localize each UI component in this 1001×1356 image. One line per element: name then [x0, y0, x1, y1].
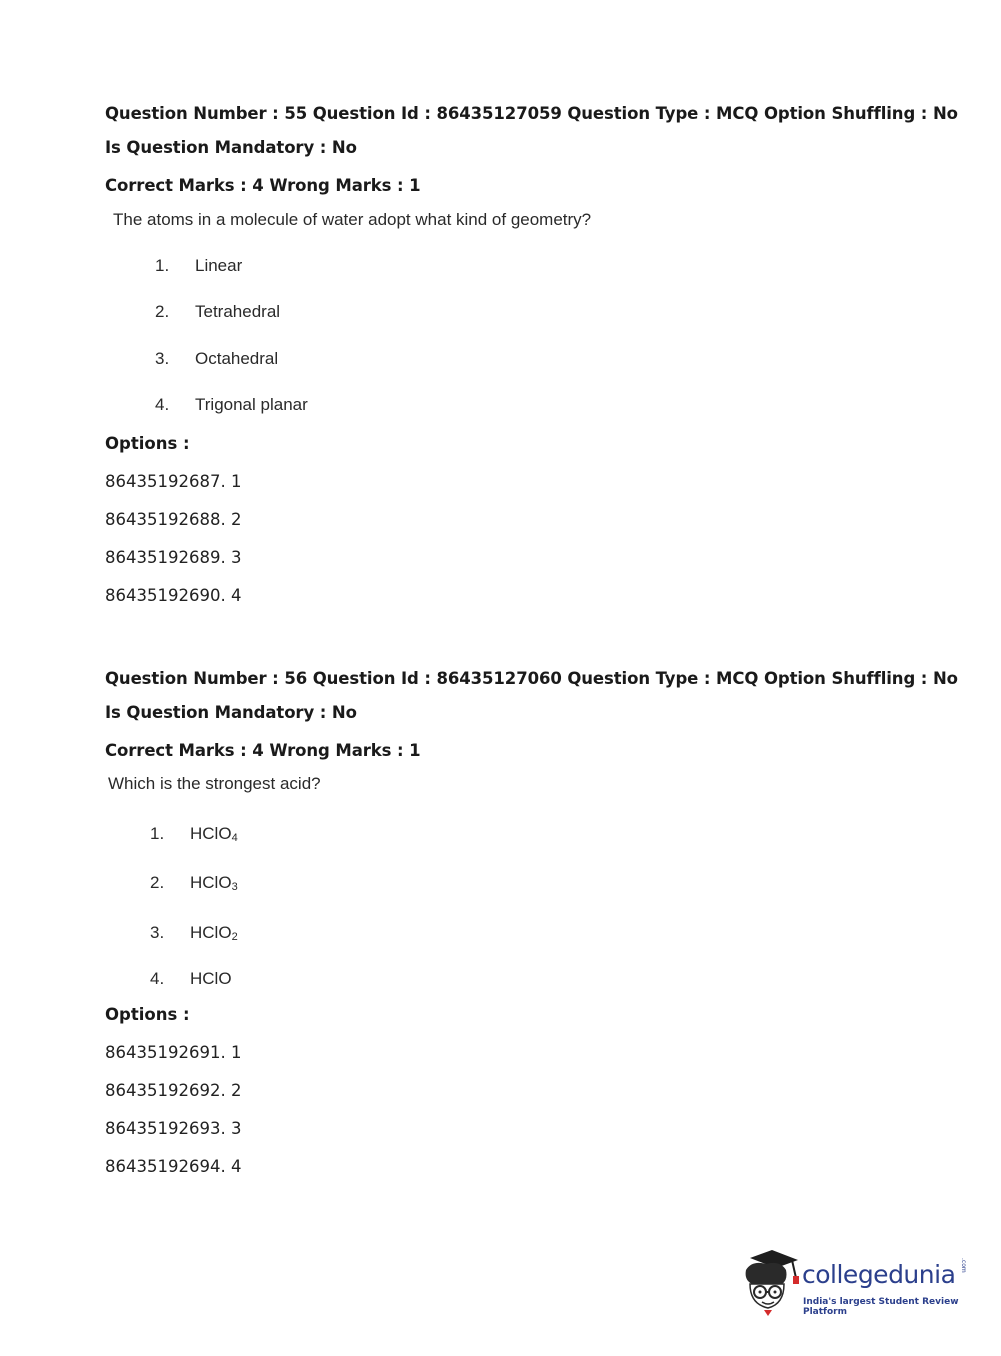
q55-option-id: 86435192687. 1: [105, 472, 242, 491]
q55-choice: [155, 349, 278, 369]
q56-option-id: 86435192693. 3: [105, 1119, 242, 1138]
choice-text: Linear: [195, 256, 243, 275]
q56-options-label: Options :: [105, 1005, 190, 1024]
q55-choice: [155, 256, 242, 276]
choice-number: 4.: [155, 395, 170, 414]
q55-choice: [155, 395, 308, 415]
choice-number: 3.: [155, 349, 170, 368]
choice-number: 4.: [150, 969, 165, 988]
q56-choice: [150, 969, 232, 989]
collegedunia-logo: [742, 1248, 972, 1320]
q55-mandatory: Is Question Mandatory : No: [105, 138, 357, 157]
q55-choice: [155, 302, 280, 322]
choice-number: 2.: [150, 873, 165, 892]
logo-tagline: India's largest Student Review Platform: [803, 1297, 959, 1317]
choice-text: Tetrahedral: [195, 302, 281, 321]
q56-meta-line: Question Number : 56 Question Id : 86435127060 Question Type : MCQ Option Shuffling : No: [105, 669, 958, 688]
q56-option-id: 86435192694. 4: [105, 1157, 242, 1176]
student-mascot-icon: [742, 1248, 802, 1320]
logo-domain: .com: [960, 1258, 967, 1273]
choice-formula-subscript: 2: [231, 931, 238, 943]
q55-marks: Correct Marks : 4 Wrong Marks : 1: [105, 176, 421, 195]
q56-choice: [150, 923, 238, 943]
choice-formula-subscript: 3: [231, 881, 238, 893]
choice-number: 2.: [155, 302, 170, 321]
choice-number: 3.: [150, 923, 165, 942]
choice-text: Trigonal planar: [195, 395, 308, 414]
choice-formula: HClO: [190, 969, 232, 988]
q56-choice: [150, 824, 238, 844]
q56-marks: Correct Marks : 4 Wrong Marks : 1: [105, 741, 421, 760]
q55-question-text: The atoms in a molecule of water adopt what kind of geometry?: [113, 210, 592, 229]
q55-meta-line: Question Number : 55 Question Id : 86435127059 Question Type : MCQ Option Shuffling : No: [105, 104, 958, 123]
q56-option-id: 86435192692. 2: [105, 1081, 242, 1100]
choice-formula: HClO: [190, 873, 232, 892]
choice-number: 1.: [150, 824, 165, 843]
q56-question-text: Which is the strongest acid?: [108, 774, 321, 793]
q55-option-id: 86435192688. 2: [105, 510, 242, 529]
choice-formula-subscript: 4: [231, 832, 238, 844]
q56-mandatory: Is Question Mandatory : No: [105, 703, 357, 722]
logo-wordmark: collegedunia: [802, 1260, 956, 1289]
choice-text: Octahedral: [195, 349, 279, 368]
q55-option-id: 86435192689. 3: [105, 548, 242, 567]
choice-formula: HClO: [190, 923, 232, 942]
q55-option-id: 86435192690. 4: [105, 586, 242, 605]
q56-choice: [150, 873, 238, 893]
choice-number: 1.: [155, 256, 170, 275]
q56-option-id: 86435192691. 1: [105, 1043, 242, 1062]
choice-formula: HClO: [190, 824, 232, 843]
q55-options-label: Options :: [105, 434, 190, 453]
